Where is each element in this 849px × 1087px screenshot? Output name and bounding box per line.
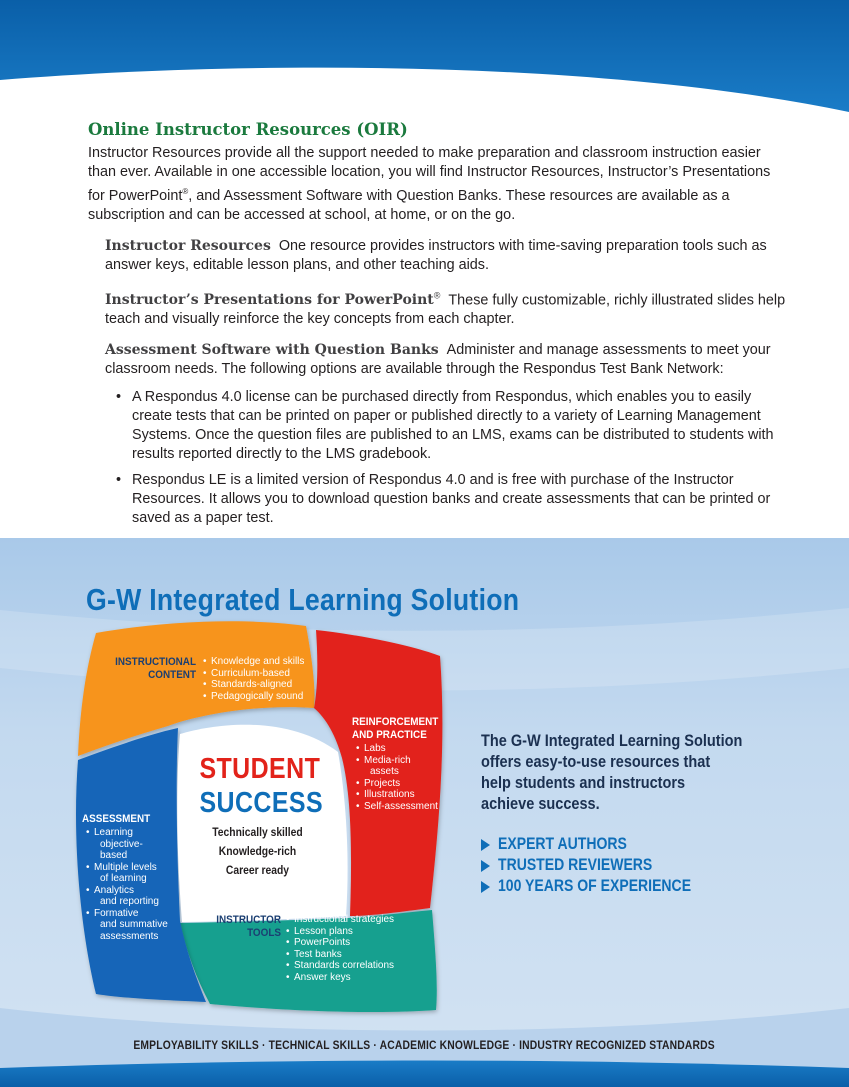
triangle-bullet-icon <box>481 839 490 851</box>
presentations-block <box>105 287 788 330</box>
solution-pitch: The G-W Integrated Learning Solution offers easy-to-use resources that help students and instructors achieve success. <box>481 732 743 813</box>
triangle-bullet-icon <box>481 860 490 872</box>
list-item: 100 YEARS OF EXPERIENCE <box>481 876 725 897</box>
list-item: • Multiple levels <box>86 862 174 874</box>
list-item: • Media-rich <box>356 755 446 767</box>
list-item: • Answer keys <box>286 972 416 984</box>
triangle-bullet-icon <box>481 881 490 893</box>
oir-section <box>88 120 788 535</box>
gw-title: G-W Integrated Learning Solution <box>86 582 520 617</box>
assessment-software-text: Administer and manage assessments to meet your classroom needs. The following options are available through the Respondus Test Bank Network: <box>105 342 771 378</box>
oir-intro: Instructor Resources provide all the support needed to make preparation and classroom instruction easier than ever. Available in one accessible location, you will find Instructor Resources, Instructor’s Presentations for PowerPoint®, and Assessment Software with Question Banks. These resources are available as a subscription and can be accessed at school, at home, or on the go. <box>88 145 771 223</box>
assessment-heading: ASSESSMENT <box>82 813 151 825</box>
list-item: of learning <box>100 873 147 884</box>
reinforcement-heading: REINFORCEMENT AND PRACTICE <box>352 716 439 741</box>
student-success-title: STUDENT SUCCESS <box>199 753 324 819</box>
student-success-subtitle: Technically skilled Knowledge-rich Career ready <box>212 825 303 877</box>
list-item: • Curriculum-based <box>203 668 313 680</box>
reinforcement-list <box>356 743 446 812</box>
list-item: • Formative <box>86 908 174 920</box>
instructional-content-list <box>203 656 313 702</box>
instructor-resources-text: One resource provides instructors with time-saving preparation tools such as answer keys, editable lesson plans, and other teaching aids. <box>105 237 767 273</box>
gw-panel <box>0 538 849 1087</box>
list-item: • Standards correlations <box>286 960 416 972</box>
list-item: and summative <box>100 919 168 930</box>
header-band <box>0 0 849 112</box>
list-item: TRUSTED REVIEWERS <box>481 855 725 876</box>
list-item: assets <box>370 766 399 777</box>
list-item: • Labs <box>356 743 446 755</box>
list-item: based <box>100 850 128 861</box>
respondus-options <box>116 388 776 528</box>
list-item: EXPERT AUTHORS <box>481 834 725 855</box>
instructor-tools-list <box>286 914 416 983</box>
list-item: • Instructional strategies <box>286 914 416 926</box>
oir-title: Online Instructor Resources (OIR) <box>88 120 408 139</box>
list-item: objective- <box>100 838 143 850</box>
list-item: and reporting <box>100 896 159 907</box>
list-item: • Analytics <box>86 885 174 897</box>
list-item: • Pedagogically sound <box>203 691 313 703</box>
presentations-heading: Instructor’s Presentations for PowerPoint® <box>105 290 441 309</box>
instructor-resources-heading: Instructor Resources <box>105 237 271 254</box>
list-item: • Knowledge and skills <box>203 656 313 668</box>
presentations-text: These fully customizable, richly illustrated slides help teach and visually reinforce the key concepts from each chapter. <box>105 292 786 328</box>
skills-footer: EMPLOYABILITY SKILLS · TECHNICAL SKILLS · ACADEMIC KNOWLEDGE · INDUSTRY RECOGNIZED STANDARDS <box>133 1038 716 1052</box>
list-item: • Learning <box>86 827 174 839</box>
list-item: • Illustrations <box>356 789 446 801</box>
list-item: assessments <box>100 930 159 942</box>
list-item: • Lesson plans <box>286 926 416 938</box>
assessment-software-block <box>105 341 788 379</box>
list-item: • Respondus LE is a limited version of Respondus 4.0 and is free with purchase of the Instructor Resources. It allows you to download question banks and create assessments that can be printed or saved as a paper test. <box>116 471 776 528</box>
list-item: • A Respondus 4.0 license can be purchased directly from Respondus, which enables you to easily create tests that can be printed on paper or published directly to a variety of Learning Management Systems. Once the question files are published to an LMS, exams can be distributed to students with results reported directly to the LMS gradebook. <box>116 388 776 464</box>
instructor-resources-block <box>105 237 788 275</box>
instructional-content-heading: INSTRUCTIONAL CONTENT <box>115 656 196 681</box>
selling-points <box>481 834 725 897</box>
assessment-list <box>86 827 174 942</box>
list-item: • PowerPoints <box>286 937 416 949</box>
list-item: • Projects <box>356 778 446 790</box>
assessment-software-heading: Assessment Software with Question Banks <box>105 342 439 359</box>
list-item: • Standards-aligned <box>203 679 313 691</box>
list-item: • Test banks <box>286 949 416 961</box>
instructor-tools-heading: INSTRUCTOR TOOLS <box>216 914 281 939</box>
list-item: • Self-assessment <box>356 801 446 813</box>
